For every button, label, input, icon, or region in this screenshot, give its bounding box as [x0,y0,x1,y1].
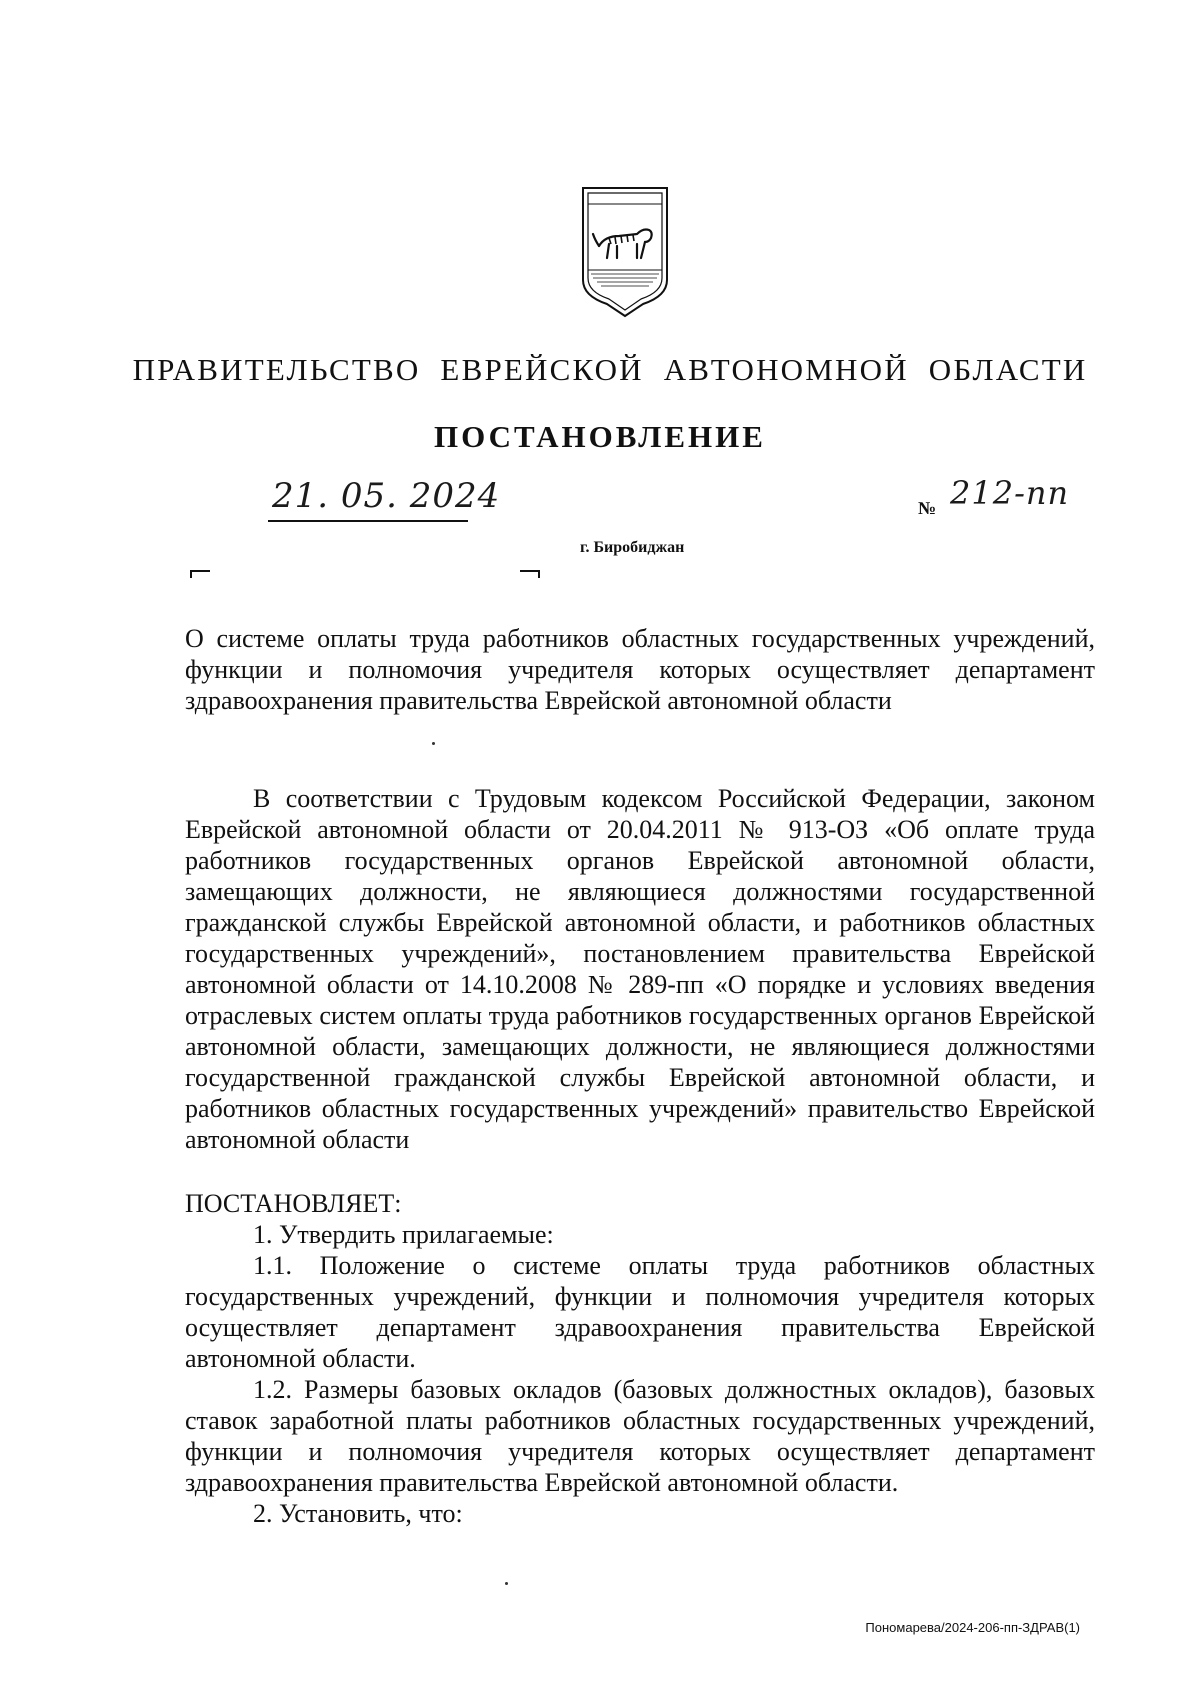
scan-speck [432,742,435,745]
number-label: № [918,498,937,518]
date-underline [268,520,468,522]
decree-item: 1.2. Размеры базовых окладов (базовых должностных окладов), базовых ставок заработной платы работников областных государственных учреждений, функции и полномочия учредителя которых осуществляет департамент здравоохранения правительства Еврейской автономной области. [185,1375,1095,1497]
coat-of-arms-tiger-icon [579,184,671,319]
document-type-title: ПОСТАНОВЛЕНИЕ [434,419,766,454]
preamble-paragraph: В соответствии с Трудовым кодексом Российской Федерации, законом Еврейской автономной области от 20.04.2011 № 913-ОЗ «Об оплате труда работников государственных органов Еврейской автономной области, замещающих должности, не являющиеся должностями государственной гражданской службы Еврейской автономной области, и работников областных государственных учреждений», постановлением правительства Еврейской автономной области от 14.10.2008 № 289-пп «О порядке и условиях введения отраслевых систем оплаты труда работников государственных органов Еврейской автономной области, замещающих должности, не являющиеся должностями государственной гражданской службы Еврейской автономной области, и работников областных государственных учреждений» правительство Еврейской автономной области [185,784,1095,1154]
subject-bracket-right [520,570,540,578]
scan-speck [505,1582,508,1585]
subject-bracket-left [190,570,210,578]
document-subject: О системе оплаты труда работников областных государственных учреждений, функции и полномочия учредителя которых осуществляет департамент здравоохранения правительства Еврейской автономной области [185,624,1095,715]
decree-item: 1.1. Положение о системе оплаты труда работников областных государственных учреждений, функции и полномочия учредителя которых осуществляет департамент здравоохранения правительства Еврейской автономной области. [185,1251,1095,1373]
decree-item: 2. Установить, что: [253,1499,463,1528]
footer-reference: Пономарева/2024-206-пп-ЗДРАВ(1) [865,1620,1080,1635]
organization-title: ПРАВИТЕЛЬСТВО ЕВРЕЙСКОЙ АВТОНОМНОЙ ОБЛАСТИ [132,352,1088,387]
decree-item: 1. Утвердить прилагаемые: [253,1220,554,1249]
decree-body [185,1188,1095,1529]
document-number [918,474,1070,520]
city-name: г. Биробиджан [580,539,685,556]
decree-keyword: ПОСТАНОВЛЯЕТ: [185,1189,402,1218]
number-handwritten: 212-пп [950,474,1070,512]
document-date [268,476,501,522]
date-handwritten: 21. 05. 2024 [272,476,501,516]
